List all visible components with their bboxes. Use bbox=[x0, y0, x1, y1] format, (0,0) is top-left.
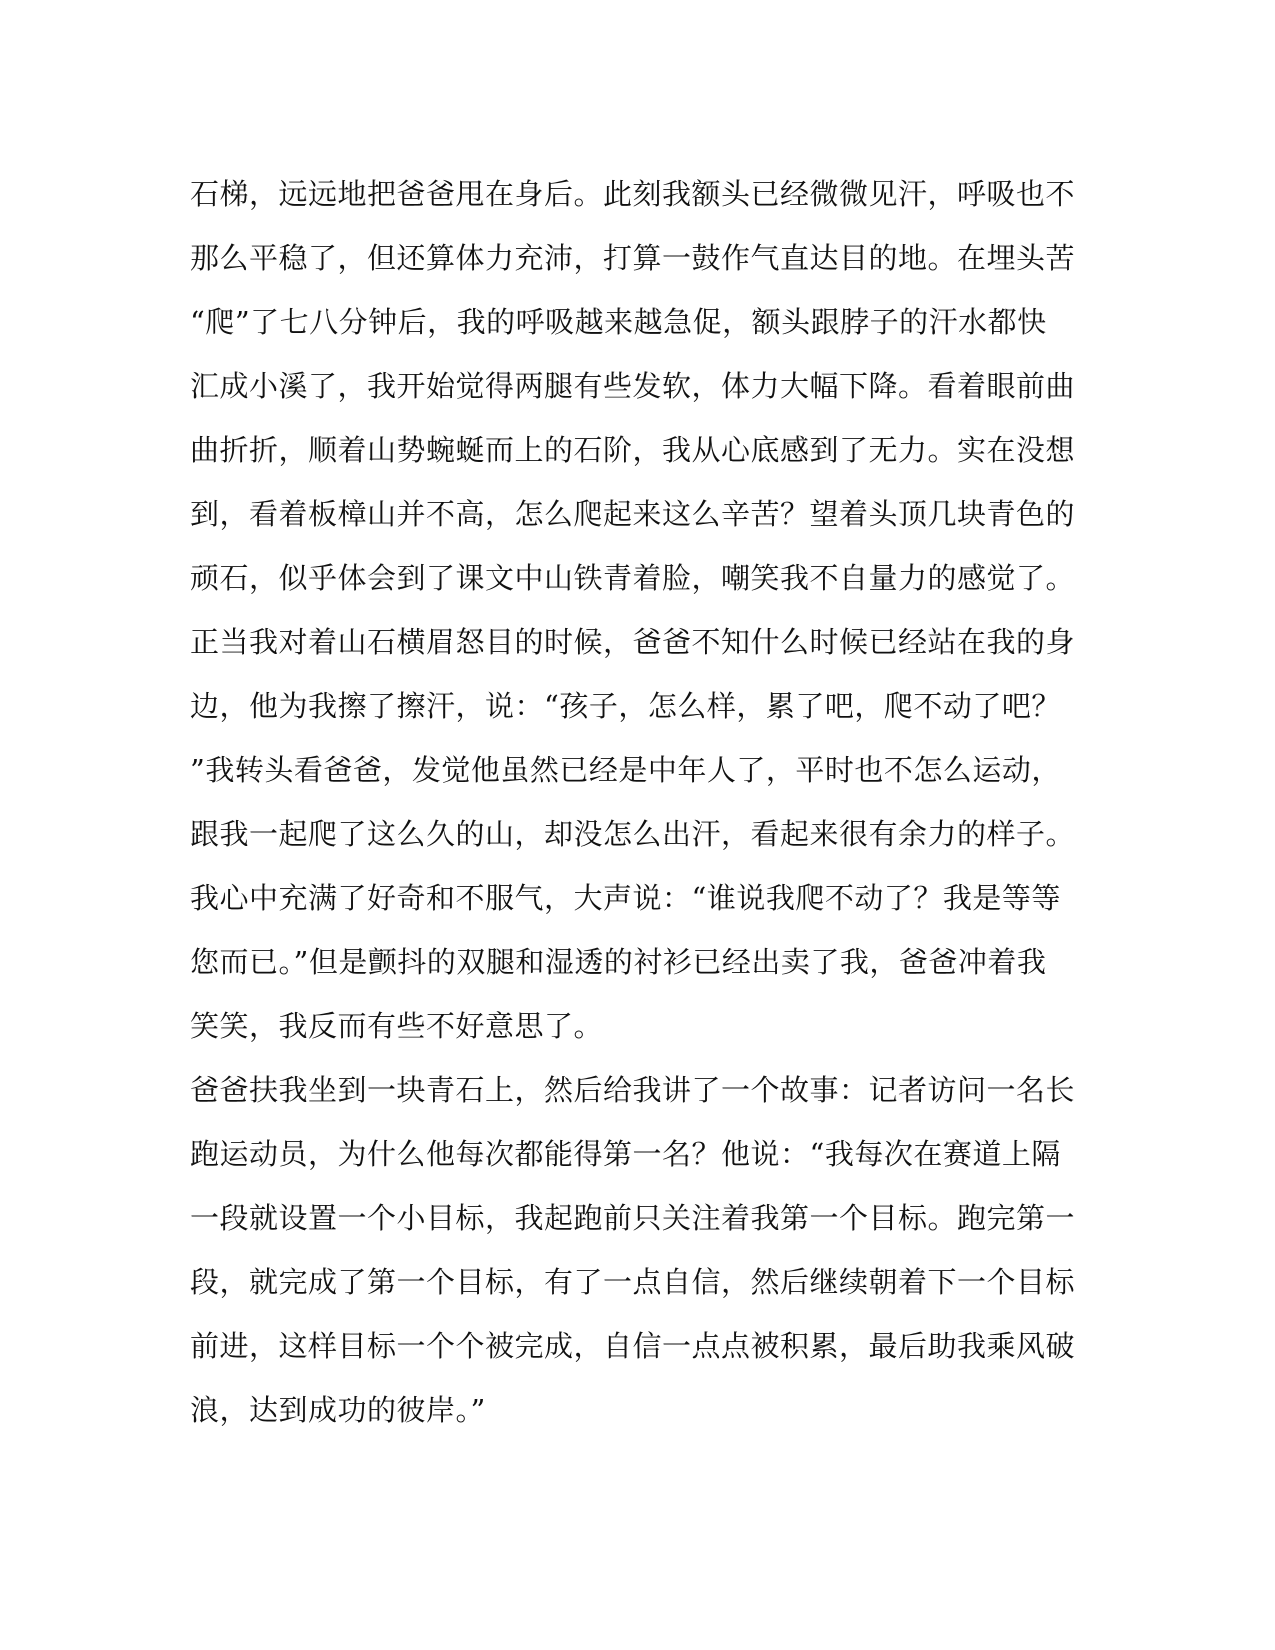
text-line: 汇成小溪了，我开始觉得两腿有些发软，体力大幅下降。看着眼前曲 bbox=[190, 369, 1076, 403]
text-line: 那么平稳了，但还算体力充沛，打算一鼓作气直达目的地。在埋头苦 bbox=[190, 241, 1076, 275]
text-line: 一段就设置一个小目标，我起跑前只关注着我第一个目标。跑完第一 bbox=[190, 1201, 1076, 1235]
text-line: 顽石，似乎体会到了课文中山铁青着脸，嘲笑我不自量力的感觉了。 bbox=[190, 561, 1076, 595]
text-line: “爬”了七八分钟后，我的呼吸越来越急促，额头跟脖子的汗水都快 bbox=[190, 305, 1047, 339]
text-line: 段，就完成了第一个目标，有了一点自信，然后继续朝着下一个目标 bbox=[190, 1265, 1076, 1299]
text-line: 您而已。”但是颤抖的双腿和湿透的衬衫已经出卖了我，爸爸冲着我 bbox=[190, 945, 1047, 979]
text-line: 到，看着板樟山并不高，怎么爬起来这么辛苦？望着头顶几块青色的 bbox=[190, 497, 1076, 531]
text-line: 石梯，远远地把爸爸甩在身后。此刻我额头已经微微见汗，呼吸也不 bbox=[190, 177, 1076, 211]
text-line: 曲折折，顺着山势蜿蜒而上的石阶，我从心底感到了无力。实在没想 bbox=[190, 433, 1076, 467]
text-line: 浪，达到成功的彼岸。” bbox=[190, 1393, 486, 1427]
text-line: 我心中充满了好奇和不服气，大声说：“谁说我爬不动了？我是等等 bbox=[190, 881, 1061, 915]
text-line: 正当我对着山石横眉怒目的时候，爸爸不知什么时候已经站在我的身 bbox=[190, 625, 1076, 659]
text-line: 笑笑，我反而有些不好意思了。 bbox=[190, 1009, 604, 1043]
text-line: 边，他为我擦了擦汗，说：“孩子，怎么样，累了吧，爬不动了吧？ bbox=[190, 689, 1061, 723]
text-line: ”我转头看爸爸，发觉他虽然已经是中年人了，平时也不怎么运动， bbox=[190, 753, 1061, 787]
text-line: 跟我一起爬了这么久的山，却没怎么出汗，看起来很有余力的样子。 bbox=[190, 817, 1076, 851]
text-line: 前进，这样目标一个个被完成，自信一点点被积累，最后助我乘风破 bbox=[190, 1329, 1076, 1363]
body-text bbox=[190, 162, 1076, 1442]
text-line: 爸爸扶我坐到一块青石上，然后给我讲了一个故事：记者访问一名长 bbox=[190, 1073, 1076, 1107]
text-line: 跑运动员，为什么他每次都能得第一名？他说：“我每次在赛道上隔 bbox=[190, 1137, 1061, 1171]
